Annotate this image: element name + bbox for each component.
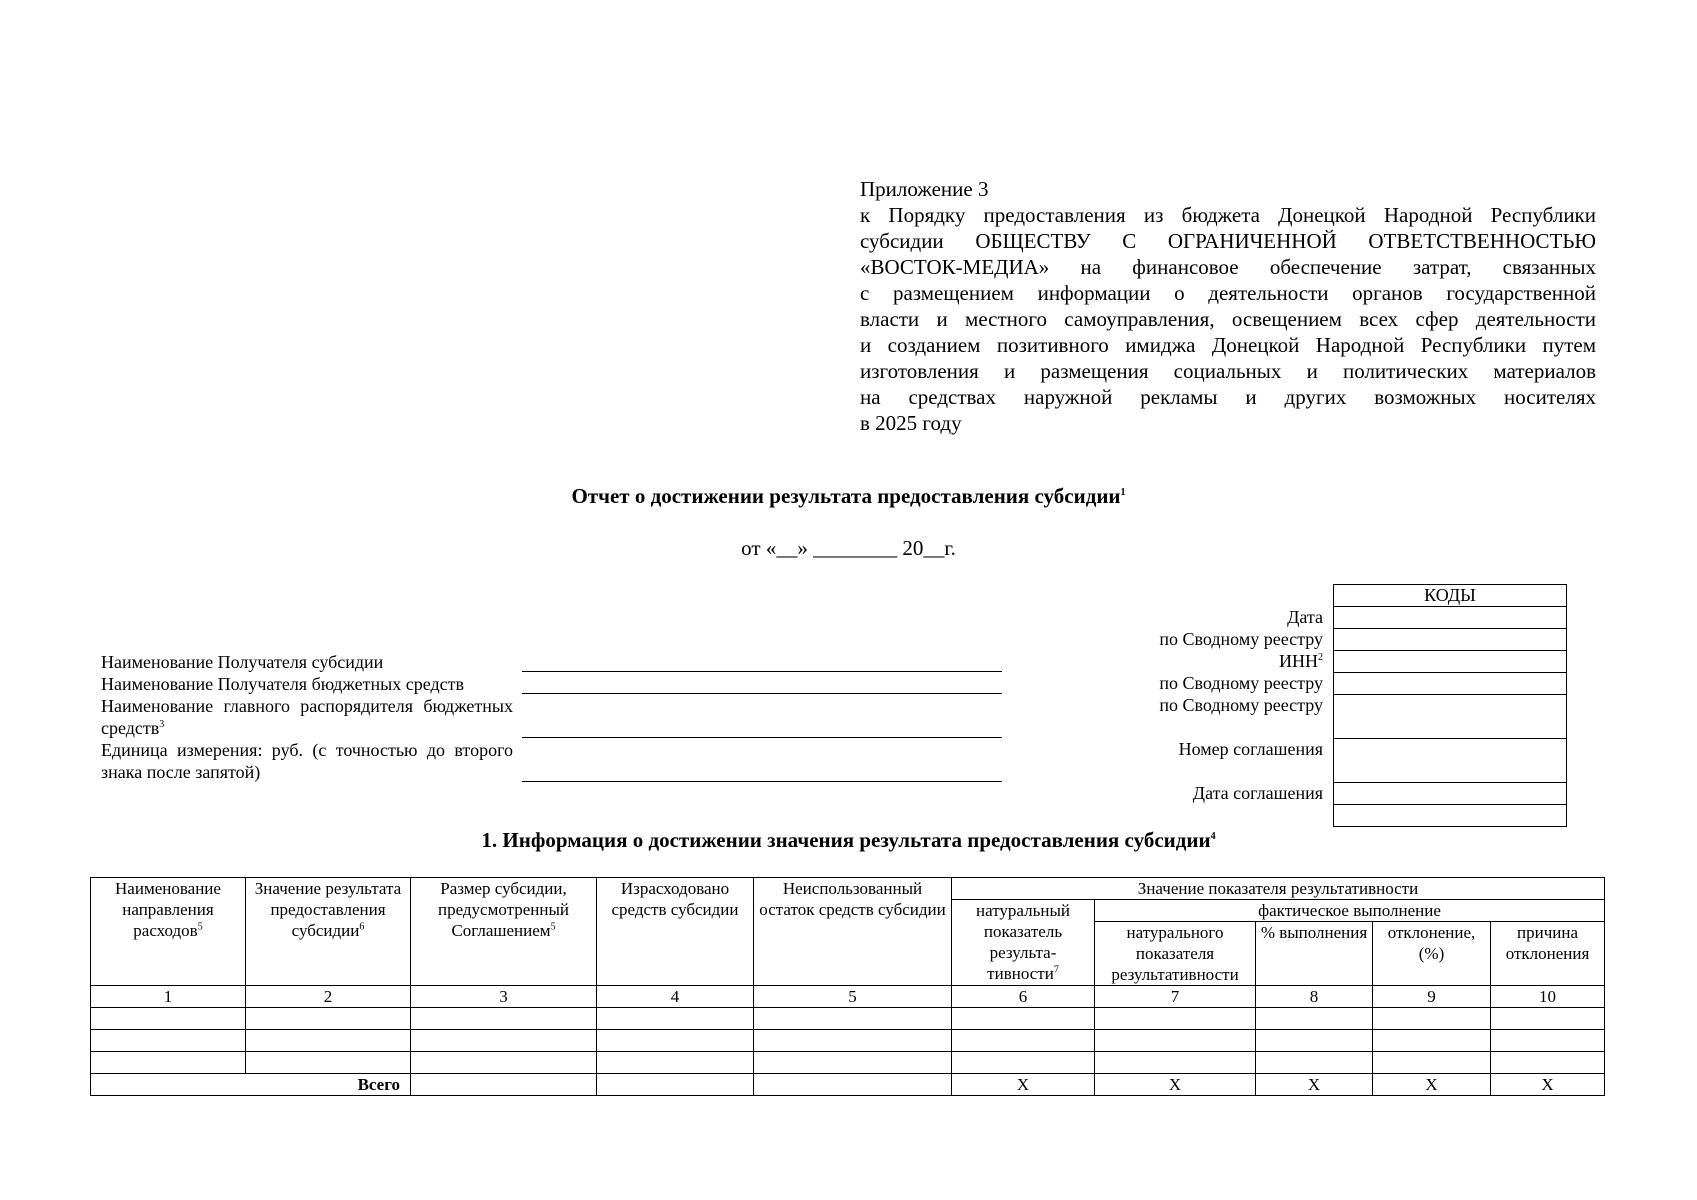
appendix-line: на средствах наружной рекламы и других возможных носителях xyxy=(860,385,1596,409)
table-cell[interactable] xyxy=(952,1008,1095,1030)
table-cell[interactable] xyxy=(411,1008,597,1030)
x-mark: X xyxy=(952,1074,1095,1096)
footnote-ref: 5 xyxy=(550,921,556,933)
column-number: 10 xyxy=(1491,986,1605,1008)
codes-table xyxy=(1333,584,1567,827)
code-registry-cell[interactable] xyxy=(1334,695,1567,739)
main-manager-input-line[interactable] xyxy=(522,737,1002,738)
left-fields xyxy=(101,651,513,783)
inn-label-text: ИНН xyxy=(1279,651,1318,671)
header-unused-balance: Неиспользованный остаток средств субсидии xyxy=(754,878,952,986)
unit-label-line1: Единица измерения: руб. (с точностью до второго xyxy=(101,740,513,760)
table-cell[interactable] xyxy=(91,1008,246,1030)
budget-recipient-label: Наименование Получателя бюджетных средств xyxy=(101,674,464,694)
report-date-line: от «__» ________ 20__г. xyxy=(741,536,956,560)
code-agreement-number-cell[interactable] xyxy=(1334,739,1567,783)
footnote-ref: 5 xyxy=(197,921,203,933)
table-cell[interactable] xyxy=(91,1052,246,1074)
column-number: 3 xyxy=(411,986,597,1008)
code-date-cell[interactable] xyxy=(1334,607,1567,629)
appendix-title: Приложение 3 xyxy=(860,177,989,201)
appendix-line: и созданием позитивного имиджа Донецкой Народной Республики путем xyxy=(860,333,1596,357)
footnote-ref: 6 xyxy=(359,921,365,933)
table-row xyxy=(91,1030,1605,1052)
appendix-line: к Порядку предоставления из бюджета Донецкой Народной Республики xyxy=(860,203,1596,227)
table-row xyxy=(91,1008,1605,1030)
results-table xyxy=(90,877,1605,1096)
header-expense-direction xyxy=(91,878,246,986)
code-inn-cell[interactable] xyxy=(1334,651,1567,673)
report-title-text: Отчет о достижении результата предоставления субсидии xyxy=(571,484,1121,508)
footnote-ref: 1 xyxy=(1120,487,1126,498)
table-cell[interactable] xyxy=(246,1030,411,1052)
header-actual-execution: фактическое выполнение xyxy=(1095,900,1605,922)
table-row xyxy=(91,1052,1605,1074)
recipient-input-line[interactable] xyxy=(522,671,1002,672)
table-cell[interactable] xyxy=(1491,1052,1605,1074)
table-cell[interactable] xyxy=(1373,1030,1491,1052)
total-cell[interactable] xyxy=(411,1074,597,1096)
table-cell[interactable] xyxy=(1256,1008,1373,1030)
x-mark: X xyxy=(1256,1074,1373,1096)
column-number: 1 xyxy=(91,986,246,1008)
header-subsidy-size xyxy=(411,878,597,986)
table-cell[interactable] xyxy=(1095,1008,1256,1030)
code-registry-cell[interactable] xyxy=(1334,673,1567,695)
table-cell[interactable] xyxy=(1491,1008,1605,1030)
total-cell[interactable] xyxy=(597,1074,754,1096)
header-text: Размер субсидии, предусмотренный Соглашением xyxy=(437,879,570,940)
unit-input-line[interactable] xyxy=(522,781,1002,782)
main-manager-label-line2 xyxy=(101,717,513,739)
column-numbers-row xyxy=(91,986,1605,1008)
column-number: 2 xyxy=(246,986,411,1008)
x-mark: X xyxy=(1373,1074,1491,1096)
code-agreement-date-cell[interactable] xyxy=(1334,783,1567,805)
table-cell[interactable] xyxy=(597,1008,754,1030)
codes-header: КОДЫ xyxy=(1334,585,1567,607)
table-cell[interactable] xyxy=(754,1030,952,1052)
header-natural-indicator xyxy=(952,900,1095,986)
table-cell[interactable] xyxy=(1256,1052,1373,1074)
table-cell[interactable] xyxy=(91,1030,246,1052)
table-cell[interactable] xyxy=(246,1008,411,1030)
appendix-line: с размещением информации о деятельности органов государственной xyxy=(860,281,1596,305)
column-number: 9 xyxy=(1373,986,1491,1008)
column-number: 8 xyxy=(1256,986,1373,1008)
footnote-ref: 2 xyxy=(1318,652,1323,663)
table-cell[interactable] xyxy=(411,1052,597,1074)
registry-label: по Сводному реестру xyxy=(1159,629,1323,649)
code-registry-cell[interactable] xyxy=(1334,629,1567,651)
table-cell[interactable] xyxy=(1373,1052,1491,1074)
table-cell[interactable] xyxy=(597,1030,754,1052)
total-row xyxy=(91,1074,1605,1096)
agreement-date-label: Дата соглашения xyxy=(1192,783,1323,803)
table-cell[interactable] xyxy=(246,1052,411,1074)
table-cell[interactable] xyxy=(1256,1030,1373,1052)
table-cell[interactable] xyxy=(1095,1052,1256,1074)
header-text: Наименование направления расходов xyxy=(115,879,221,940)
registry-label: по Сводному реестру xyxy=(1159,695,1323,715)
section-title xyxy=(0,828,1697,853)
header-spent: Израсходовано средств субсидии xyxy=(597,878,754,986)
budget-recipient-input-line[interactable] xyxy=(522,693,1002,694)
unit-label-line2: знака после запятой) xyxy=(101,762,261,782)
appendix-line: субсидии ОБЩЕСТВУ С ОГРАНИЧЕННОЙ ОТВЕТСТВЕННОСТЬЮ xyxy=(860,229,1596,253)
right-fields xyxy=(1080,606,1323,804)
table-cell[interactable] xyxy=(1373,1008,1491,1030)
total-label: Всего xyxy=(91,1074,411,1096)
table-cell[interactable] xyxy=(411,1030,597,1052)
appendix-line: власти и местного самоуправления, освещением всех сфер деятельности xyxy=(860,307,1596,331)
total-cell[interactable] xyxy=(754,1074,952,1096)
main-manager-label xyxy=(101,695,513,739)
recipient-label: Наименование Получателя субсидии xyxy=(101,652,384,672)
table-cell[interactable] xyxy=(952,1030,1095,1052)
header-deviation-reason: причина отклонения xyxy=(1491,922,1605,986)
x-mark: X xyxy=(1095,1074,1256,1096)
table-cell[interactable] xyxy=(754,1008,952,1030)
date-label: Дата xyxy=(1287,607,1323,627)
header-result-value xyxy=(246,878,411,986)
main-manager-label-text: средств xyxy=(101,718,160,738)
report-title xyxy=(0,484,1697,509)
section-title-text: 1. Информация о достижении значения результата предоставления субсидии xyxy=(481,828,1211,852)
table-cell[interactable] xyxy=(1491,1030,1605,1052)
appendix-line: «ВОСТОК-МЕДИА» на финансовое обеспечение затрат, связанных xyxy=(860,255,1596,279)
header-text: натуральный показатель результа-тивности xyxy=(976,901,1070,983)
header-deviation: отклонение, (%) xyxy=(1373,922,1491,986)
appendix-block xyxy=(860,176,1596,436)
header-text: Значение результата предоставления субсидии xyxy=(254,879,402,940)
footnote-ref: 3 xyxy=(159,719,165,730)
table-cell[interactable] xyxy=(754,1052,952,1074)
header-percent-done: % выполнения xyxy=(1256,922,1373,986)
x-mark: X xyxy=(1491,1074,1605,1096)
table-cell[interactable] xyxy=(952,1052,1095,1074)
appendix-line: изготовления и размещения социальных и политических материалов xyxy=(860,359,1596,383)
appendix-line: в 2025 году xyxy=(860,411,962,435)
column-number: 4 xyxy=(597,986,754,1008)
code-extra-cell[interactable] xyxy=(1334,805,1567,827)
column-number: 6 xyxy=(952,986,1095,1008)
registry-label: по Сводному реестру xyxy=(1159,673,1323,693)
unit-label xyxy=(101,739,513,783)
agreement-number-label: Номер соглашения xyxy=(1178,739,1323,759)
footnote-ref: 4 xyxy=(1210,831,1216,842)
inn-label xyxy=(1080,650,1323,672)
column-number: 5 xyxy=(754,986,952,1008)
table-cell[interactable] xyxy=(1095,1030,1256,1052)
header-natural-actual: натурального показателя результативности xyxy=(1095,922,1256,986)
header-indicator-group: Значение показателя результативности xyxy=(952,878,1605,900)
main-manager-label-line1: Наименование главного распорядителя бюджетных xyxy=(101,696,513,716)
column-number: 7 xyxy=(1095,986,1256,1008)
table-cell[interactable] xyxy=(597,1052,754,1074)
footnote-ref: 7 xyxy=(1053,964,1059,976)
